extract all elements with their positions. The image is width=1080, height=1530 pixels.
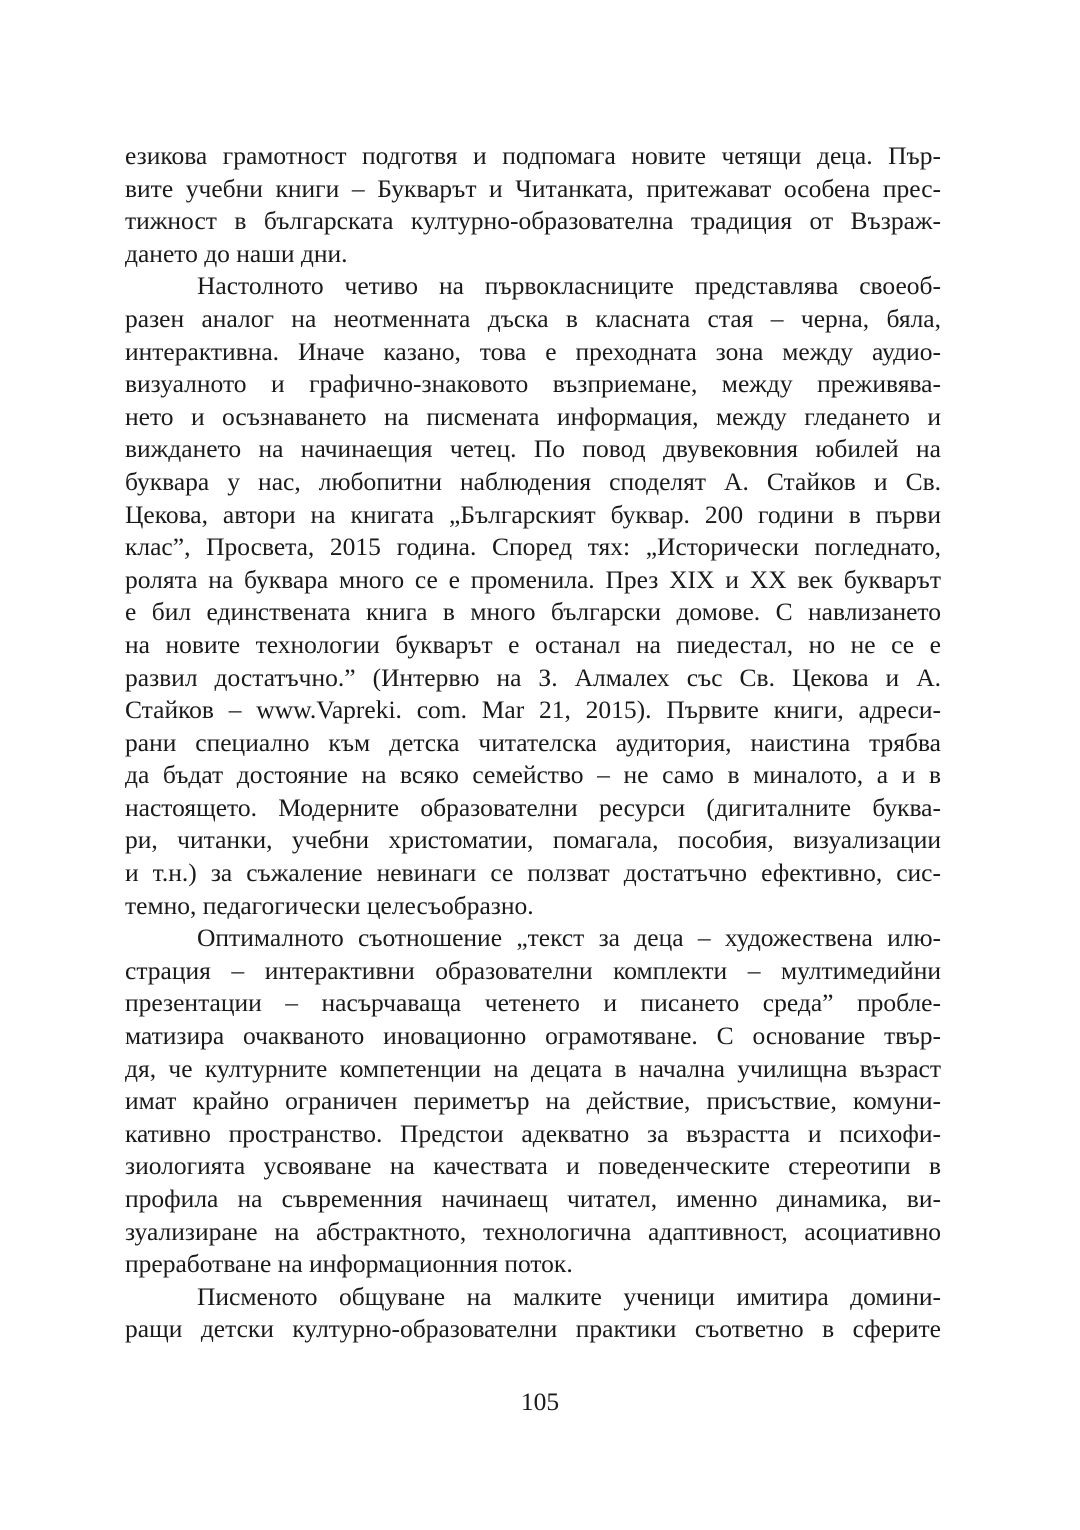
- text-line: зиологията усвояване на качествата и поведенческите стереотипи в: [125, 1151, 941, 1181]
- text-line: Оптималното съотношение „текст за деца – художествена илю-: [197, 923, 941, 953]
- text-line: нето и осъзнаването на писмената информация, между гледането и: [125, 401, 941, 431]
- text-line: профила на съвременния начинаещ читател, именно динамика, ви-: [125, 1184, 941, 1213]
- text-line: визуалното и графично-знаковото възприемане, между преживява-: [125, 369, 941, 399]
- text-line: е бил единствената книга в много български домове. С навлизането: [125, 597, 941, 627]
- text-line: темно, педагогически целесъобразно.: [125, 890, 534, 920]
- text-line: виждането на начинаещия четец. По повод двувековния юбилей на: [125, 434, 941, 464]
- text-line: презентации – насърчаваща четенето и писането среда” пробле-: [125, 988, 941, 1018]
- text-line: Настолното четиво на първокласниците представлява своеоб-: [197, 271, 941, 301]
- text-line: Цекова, автори на книгата „Българският буквар. 200 години в първи: [125, 499, 941, 529]
- text-line: ращи детски културно-образователни практики съответно в сферите: [125, 1314, 941, 1344]
- text-line: Стайков – www.Vapreki. com. Mar 21, 2015). Първите книги, адреси-: [125, 695, 941, 725]
- paragraph-2: [125, 270, 941, 922]
- text-line: на новите технологии букварът е останал на пиедестал, но не се е: [125, 629, 941, 659]
- text-line: тижност в българската културно-образователна традиция от Възраж-: [125, 206, 941, 236]
- page-number: 105: [520, 1387, 560, 1416]
- paragraph-3: [125, 922, 941, 1281]
- text-line: имат крайно ограничен периметър на действие, присъствие, комуни-: [125, 1086, 941, 1116]
- text-line: матизира очакваното иновационно ограмотяване. С основание твър-: [125, 1021, 941, 1051]
- text-line: зуализиране на абстрактното, технологична адаптивност, асоциативно: [125, 1216, 941, 1246]
- text-line: езикова грамотност подготвя и подпомага новите четящи деца. Пър-: [125, 141, 941, 170]
- text-line: рани специално към детска читателска аудитория, наистина трябва: [125, 727, 941, 757]
- text-line: ролята на буквара много се е променила. През XIX и XX век букварът: [125, 564, 941, 594]
- document-body: [125, 140, 941, 1346]
- text-line: интерактивна. Иначе казано, това е преходната зона между аудио-: [125, 336, 941, 366]
- text-line: разен аналог на неотменната дъска в класната стая – черна, бяла,: [125, 303, 941, 333]
- text-line: и т.н.) за съжаление невинаги се ползват достатъчно ефективно, сис-: [125, 858, 941, 888]
- text-line: да бъдат достояние на всяко семейство – не само в миналото, а и в: [125, 760, 941, 790]
- paragraph-4: [125, 1281, 941, 1346]
- text-line: дя, че културните компетенции на децата в начална училищна възраст: [125, 1053, 941, 1083]
- text-line: буквара у нас, любопитни наблюдения споделят А. Стайков и Св.: [125, 466, 941, 496]
- text-line: развил достатъчно.” (Интервю на З. Алмалех със Св. Цекова и А.: [125, 662, 941, 692]
- text-line: настоящето. Модерните образователни ресурси (дигиталните буква-: [125, 792, 941, 822]
- paragraph-1: [125, 140, 941, 270]
- text-line: страция – интерактивни образователни комплекти – мултимедийни: [125, 955, 941, 985]
- text-line: кативно пространство. Предстои адекватно за възрастта и психофи-: [125, 1118, 941, 1148]
- text-line: клас”, Просвета, 2015 година. Според тях: „Исторически погледнато,: [125, 532, 941, 562]
- text-line: преработване на информационния поток.: [125, 1249, 573, 1279]
- text-line: вите учебни книги – Букварът и Читанката, притежават особена прес-: [125, 173, 941, 203]
- text-line: Писменото общуване на малките ученици имитира домини-: [197, 1281, 941, 1311]
- text-line: ри, читанки, учебни христоматии, помагала, пособия, визуализации: [125, 825, 941, 855]
- text-line: дането до наши дни.: [125, 238, 348, 268]
